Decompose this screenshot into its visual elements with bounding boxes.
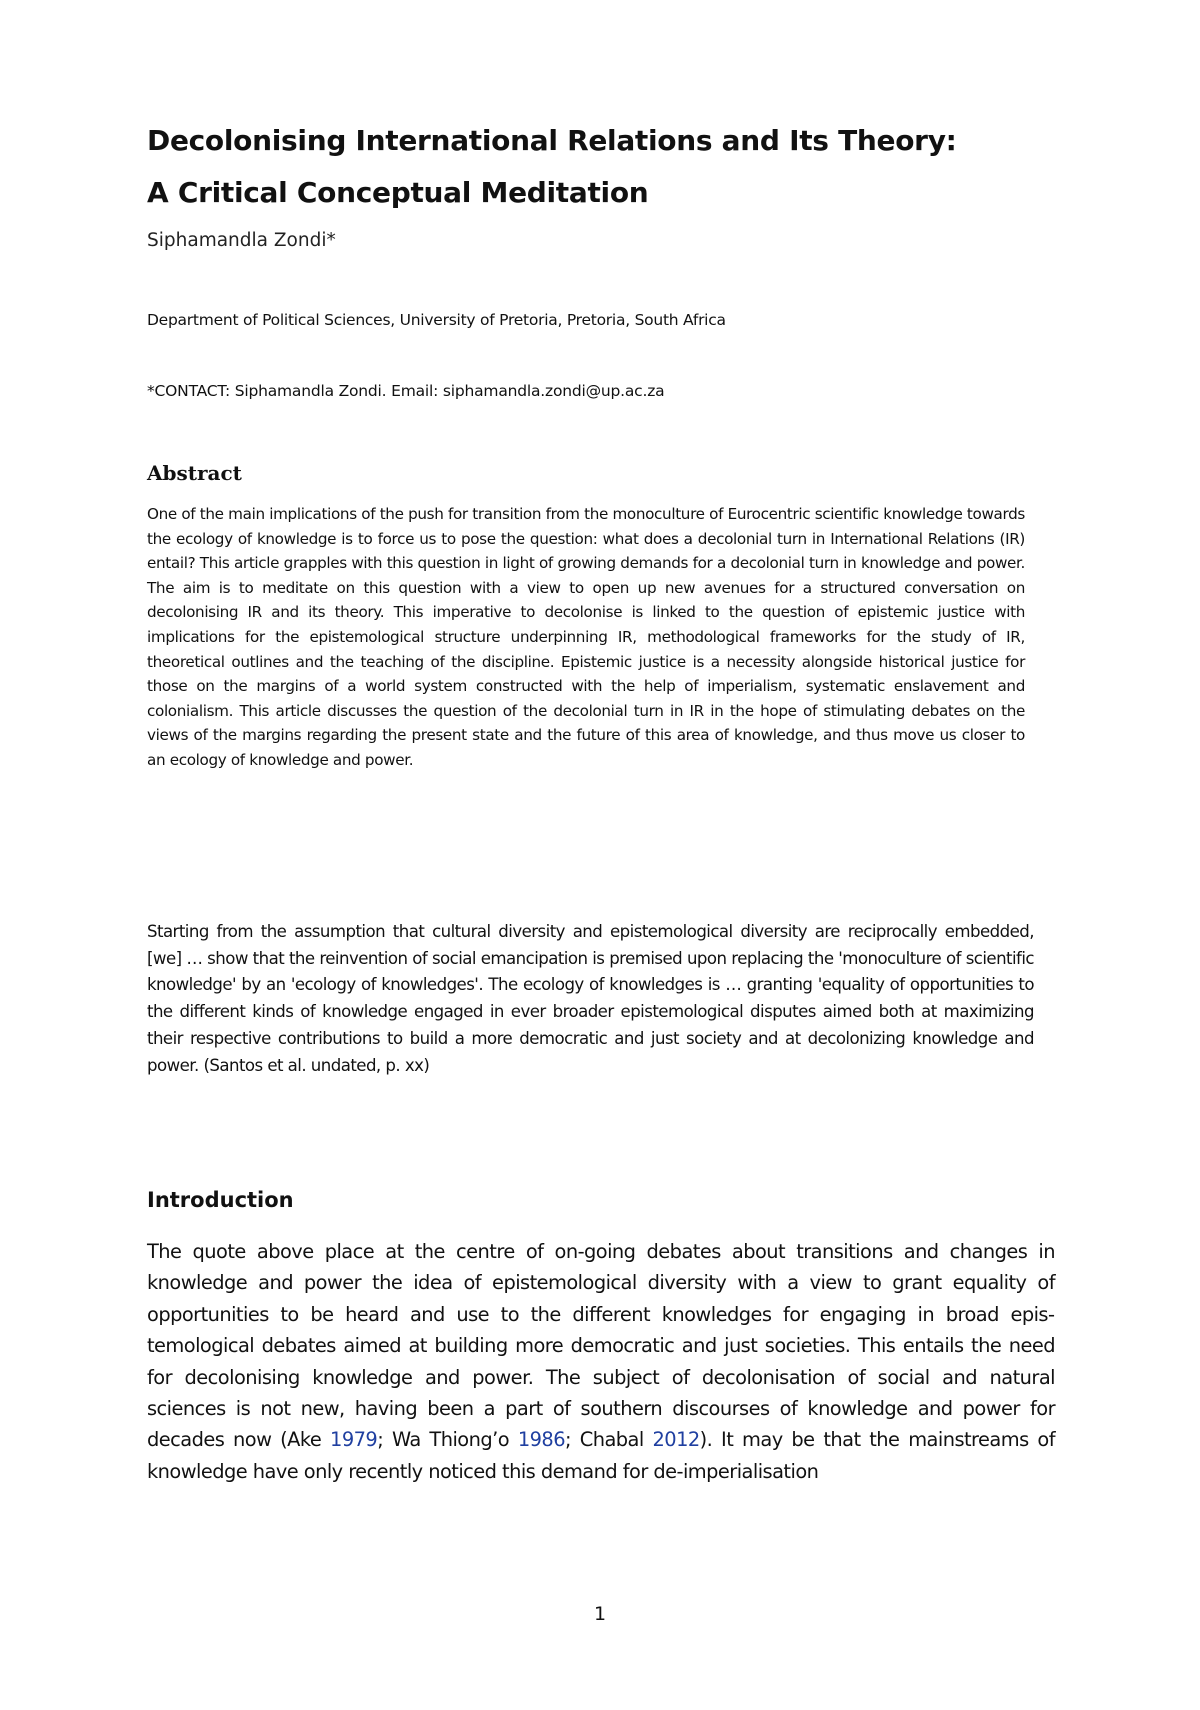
citation-link-wa-thiongo-1986[interactable]: 1986	[517, 1428, 565, 1452]
epigraph-quote: Starting from the assumption that cultural diversity and epistemological diversity are reciprocally embedded, [we] … show that the reinvention of social emancipation is premised upon replacing the 'monoculture of scientific knowledge' by an 'ecology of knowledges'. The ecology of knowledges is … granting 'equality of opportunities to the different kinds of knowledge engaged in ever broader epistemological disputes aimed both at maximizing their respective contributions to build a more democratic and just society and at decolonizing knowledge and power. (Santos et al. undated, p. xx)	[147, 922, 1034, 1075]
contact-line: *CONTACT: Siphamandla Zondi. Email: siphamandla.zondi@up.ac.za	[147, 382, 665, 400]
author-name: Siphamandla Zondi*	[147, 230, 336, 251]
intro-text-segment: ). It may be that the mainstreams of knowledge have only recently noticed this demand for de-imperialisation	[147, 1428, 1056, 1483]
intro-text-segment: The quote above place at the centre of on-going debates about transitions and changes in knowledge and power the idea of epistemological diversity with a view to grant equality of opportunities to be heard and use to the different knowledges for engaging in broad epistemological debates aimed at building more democratic and just societies. This entails the need for decolonising knowledge and power. The subject of decolonisation of social and natural sciences is not new, having been a part of southern discourses of knowledge and power for decades now (Ake	[147, 1240, 1055, 1452]
abstract-heading: Abstract	[147, 461, 242, 485]
citation-link-chabal-2012[interactable]: 2012	[652, 1428, 700, 1452]
intro-text-segment: ; Chabal	[564, 1428, 653, 1452]
introduction-heading: Introduction	[147, 1188, 294, 1212]
introduction-body	[147, 1236, 1055, 1487]
paper-title-line-2: A Critical Conceptual Meditation	[147, 176, 649, 209]
citation-link-ake-1979[interactable]: 1979	[330, 1428, 378, 1452]
abstract-body: One of the main implications of the push for transition from the monoculture of Eurocentric scientific knowledge towards the ecology of knowledge is to force us to pose the question: what does a decolonial turn in International Relations (IR) entail? This article grapples with this question in light of growing demands for a decolonial turn in knowledge and power. The aim is to meditate on this question with a view to open up new avenues for a structured conversation on decolonising IR and its theory. This imperative to decolonise is linked to the question of epistemic justice with implications for the epistemological structure underpinning IR, methodological frameworks for the study of IR, theoretical outlines and the teaching of the discipline. Epistemic justice is a necessity alongside historical justice for those on the margins of a world system constructed with the help of imperialism, systematic enslavement and colonialism. This article discusses the question of the decolonial turn in IR in the hope of stimulating debates on the views of the margins regarding the present state and the future of this area of knowledge, and thus move us closer to an ecology of knowledge and power.	[147, 505, 1025, 769]
page-number: 1	[593, 1603, 607, 1625]
author-affiliation: Department of Political Sciences, University of Pretoria, Pretoria, South Africa	[147, 311, 726, 329]
paper-title-line-1: Decolonising International Relations and Its Theory:	[147, 124, 957, 157]
intro-text-segment: ; Wa Thiong’o	[377, 1428, 518, 1452]
